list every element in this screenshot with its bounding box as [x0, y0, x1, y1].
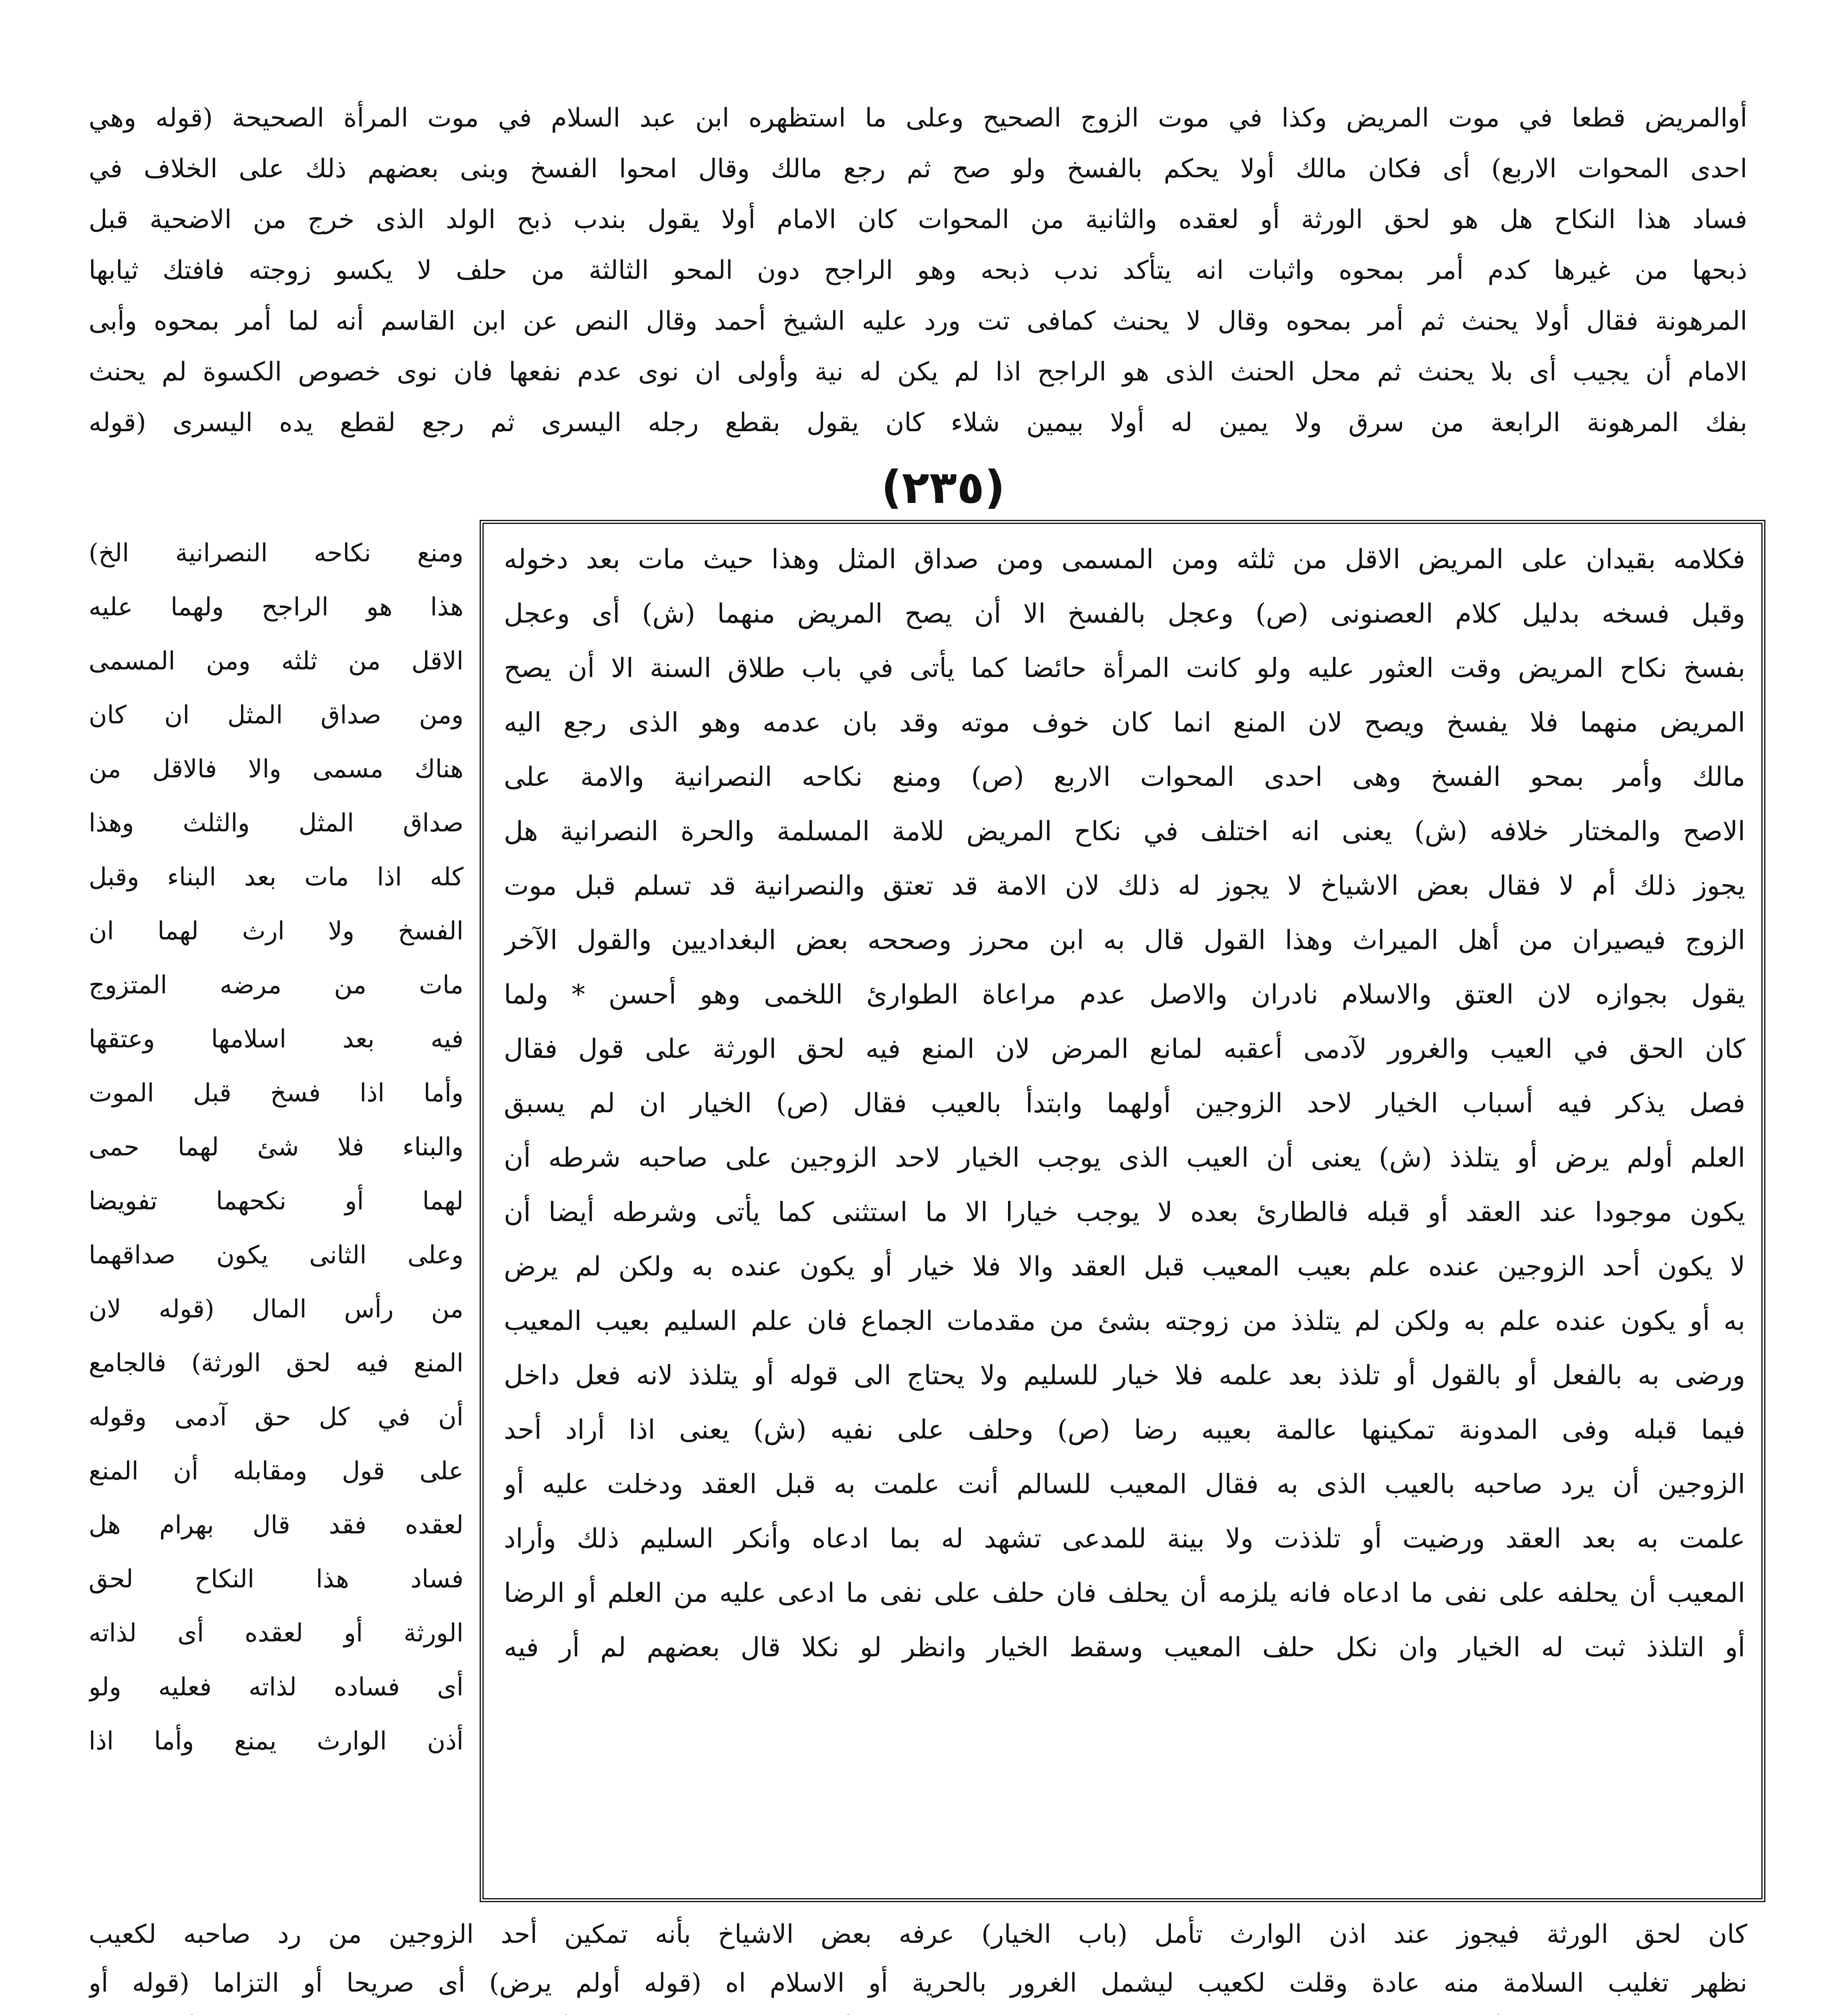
bottom-text-line: كان لحق الورثة فيجوز عند اذن الوارث تأمل (باب الخيار) عرفه بعض الاشياخ بأنه تمكين أحد الزوجين من رد صاحبه لكعيب — [89, 1919, 1747, 1949]
main-text-block — [504, 532, 1745, 1890]
main-text-line: يجوز ذلك أم لا فقال بعض الاشياخ لا يجوز له ذلك لان الامة قد تعتق والنصرانية قد تسلم قبل موت — [504, 870, 1745, 901]
top-text-line: أوالمريض قطعا في موت المريض وكذا في موت الزوج الصحيح وعلى ما استظهره ابن عبد السلام في موت المرأة الصحيحة (قوله وهي — [89, 103, 1747, 133]
margin-text-line: أن في كل حق آدمى وقوله — [89, 1402, 464, 1431]
margin-text-line: لهما أو نكحهما تفويضا — [89, 1186, 464, 1215]
margin-text-line: لعقده فقد قال بهرام هل — [89, 1510, 464, 1539]
main-text-line: يكون موجودا عند العقد أو قبله فالطارئ بعده لا يوجب خيارا الا ما استثنى كما يأتى وشرطه أيضا أن — [504, 1197, 1745, 1228]
main-text-line: العلم أولم يرض أو يتلذذ (ش) يعنى أن العيب الذى يوجب الخيار لاحد الزوجين على صاحبه شرطه أن — [504, 1142, 1745, 1173]
main-text-line: بفسخ نكاح المريض وقت العثور عليه ولو كانت المرأة حائضا كما يأتى في باب طلاق السنة الا أن يصح — [504, 652, 1745, 683]
margin-text-line: الورثة أو لعقده أى لذاته — [89, 1618, 464, 1647]
main-text-line: الاصح والمختار خلافه (ش) يعنى انه اختلف في نكاح المريض للامة المسلمة والحرة النصرانية هل — [504, 816, 1745, 847]
main-text-line: كان الحق في العيب والغرور لآدمى أعقبه لمانع المرض لان المنع فيه لحق الورثة على قول فقال — [504, 1033, 1745, 1064]
main-text-line: المعيب أن يحلفه على نفى ما ادعاه فانه يلزمه أن يحلف فان حلف على نفى ما ادعى عليه من العلم أو الرضا — [504, 1577, 1745, 1608]
margin-text-line: هناك مسمى والا فالاقل من — [89, 754, 464, 783]
page-number: (٢٣٥) — [881, 461, 1005, 514]
margin-text-line: وعلى الثانى يكون صداقهما — [89, 1240, 464, 1269]
margin-text-line: صداق المثل والثلث وهذا — [89, 808, 464, 837]
margin-text-line: الاقل من ثلثه ومن المسمى — [89, 646, 464, 675]
bottom-commentary-block — [89, 1910, 1747, 2015]
top-text-line: احدى المحوات الاربع) أى فكان مالك أولا يحكم بالفسخ ولو صح ثم رجع مالك وقال امحوا الفسخ وبنى بعضهم ذلك على الخلاف في — [89, 154, 1747, 184]
top-text-line: فساد هذا النكاح هل هو لحق الورثة أو لعقده والثانية من المحوات كان الامام أولا يقول بندب ذبح الولد الذى خرج من الاضحية قبل — [89, 205, 1747, 235]
main-text-line: مالك وأمر بمحو الفسخ وهى احدى المحوات الاربع (ص) ومنع نكاحه النصرانية والامة على — [504, 761, 1745, 792]
main-text-line: المريض منهما فلا يفسخ ويصح لان المنع انما كان خوف موته وقد بان عدمه وهو الذى رجع اليه — [504, 707, 1745, 738]
top-text-line: بفك المرهونة الرابعة من سرق ولا يمين له أولا بيمين شلاء كان يقول بقطع رجله اليسرى ثم رجع لقطع يده اليسرى (قوله — [89, 408, 1747, 438]
top-text-line: ذبحها من غيرها كدم أمر بمحوه واثبات انه يتأكد ندب ذبحه وهو الراجح دون المحو الثالثة من حلف لا يكسو زوجته فافتك ثيابها — [89, 256, 1747, 285]
margin-text-line: والبناء فلا شئ لهما حمى — [89, 1132, 464, 1161]
main-text-line: به أو يكون عنده علم به ولكن لم يتلذذ من زوجته بشئ من مقدمات الجماع فان علم السليم بعيب المعيب — [504, 1305, 1745, 1336]
main-text-line: فصل يذكر فيه أسباب الخيار لاحد الزوجين أولهما وابتدأ بالعيب فقال (ص) الخيار ان لم يسبق — [504, 1088, 1745, 1119]
margin-text-line: هذا هو الراجح ولهما عليه — [89, 592, 464, 621]
main-text-line: يقول بجوازه لان العتق والاسلام نادران والاصل عدم مراعاة الطوارئ اللخمى وهو أحسن * ولما — [504, 979, 1745, 1010]
marginal-gloss-column — [89, 526, 464, 1904]
main-text-line: فكلامه بقيدان على المريض الاقل من ثلثه ومن المسمى ومن صداق المثل وهذا حيث مات بعد دخوله — [504, 544, 1745, 575]
margin-text-line: فساد هذا النكاح لحق — [89, 1564, 464, 1593]
main-text-line: فيما قبله وفى المدونة تمكينها عالمة بعيبه رضا (ص) وحلف على نفيه (ش) يعنى اذا أراد أحد — [504, 1414, 1745, 1445]
main-text-line: وقبل فسخه بدليل كلام العصنونى (ص) وعجل بالفسخ الا أن يصح المريض منهما (ش) أى وعجل — [504, 598, 1745, 629]
margin-text-line: ومن صداق المثل ان كان — [89, 700, 464, 729]
margin-text-line: أذن الوارث يمنع وأما اذا — [89, 1726, 464, 1755]
top-commentary-block — [89, 93, 1747, 516]
margin-text-line: وأما اذا فسخ قبل الموت — [89, 1078, 464, 1107]
margin-text-line: مات من مرضه المتزوج — [89, 970, 464, 999]
main-text-line: أو التلذذ ثبت له الخيار وان نكل حلف المعيب وسقط الخيار وانظر لو نكلا قال بعضهم لم أر فيه — [504, 1632, 1745, 1663]
top-text-line: المرهونة فقال أولا يحنث ثم أمر بمحوه وقال لا يحنث كمافى تت ورد عليه الشيخ أحمد وقال النص عن ابن القاسم أنه لما أمر بمحوه وأبى — [89, 306, 1747, 336]
top-text-line: الامام أن يجيب أى بلا يحنث ثم محل الحنث الذى هو الراجح اذا لم يكن له نية وأولى ان نوى عدم نفعها فان نوى خصوص الكسوة لم يحنث — [89, 357, 1747, 387]
main-text-line: الزوجين أن يرد صاحبه بالعيب الذى به فقال المعيب للسالم أنت علمت به قبل العقد ودخلت عليه أو — [504, 1469, 1745, 1500]
margin-text-line: فيه بعد اسلامها وعتقها — [89, 1024, 464, 1053]
margin-text-line: المنع فيه لحق الورثة) فالجامع — [89, 1348, 464, 1377]
margin-text-line: كله اذا مات بعد البناء وقبل — [89, 862, 464, 891]
bottom-text-line — [89, 2008, 1747, 2015]
main-text-frame — [480, 520, 1765, 1902]
margin-text-line: من رأس المال (قوله لان — [89, 1294, 464, 1323]
main-text-line: لا يكون أحد الزوجين عنده علم بعيب المعيب قبل العقد والا فلا خيار أو يكون عنده به ولكن لم يرض — [504, 1251, 1745, 1282]
margin-text-line: ومنع نكاحه النصرانية الخ) — [89, 538, 464, 567]
bottom-text-line: نظهر تغليب السلامة منه عادة وقلت لكعيب ليشمل الغرور بالحرية أو الاسلام اه (قوله أولم يرض) أى صريحا أو التزاما (قوله أو — [89, 1968, 1747, 1998]
margin-text-line: الفسخ ولا ارث لهما ان — [89, 916, 464, 945]
margin-text-line: على قول ومقابله أن المنع — [89, 1456, 464, 1485]
main-text-line: علمت به بعد العقد ورضيت أو تلذذت ولا بينة للمدعى تشهد له بما ادعاه وأنكر السليم ذلك وأراد — [504, 1523, 1745, 1554]
margin-text-line: أى فساده لذاته فعليه ولو — [89, 1672, 464, 1701]
main-text-line: الزوج فيصيران من أهل الميراث وهذا القول قال به ابن محرز وصححه بعض البغداديين والقول الآخر — [504, 924, 1745, 956]
main-text-line: ورضى به بالفعل أو بالقول أو تلذذ بعد علمه فلا خيار للسليم ولا يحتاج الى قوله أو يتلذذ لانه فعل داخل — [504, 1360, 1745, 1391]
